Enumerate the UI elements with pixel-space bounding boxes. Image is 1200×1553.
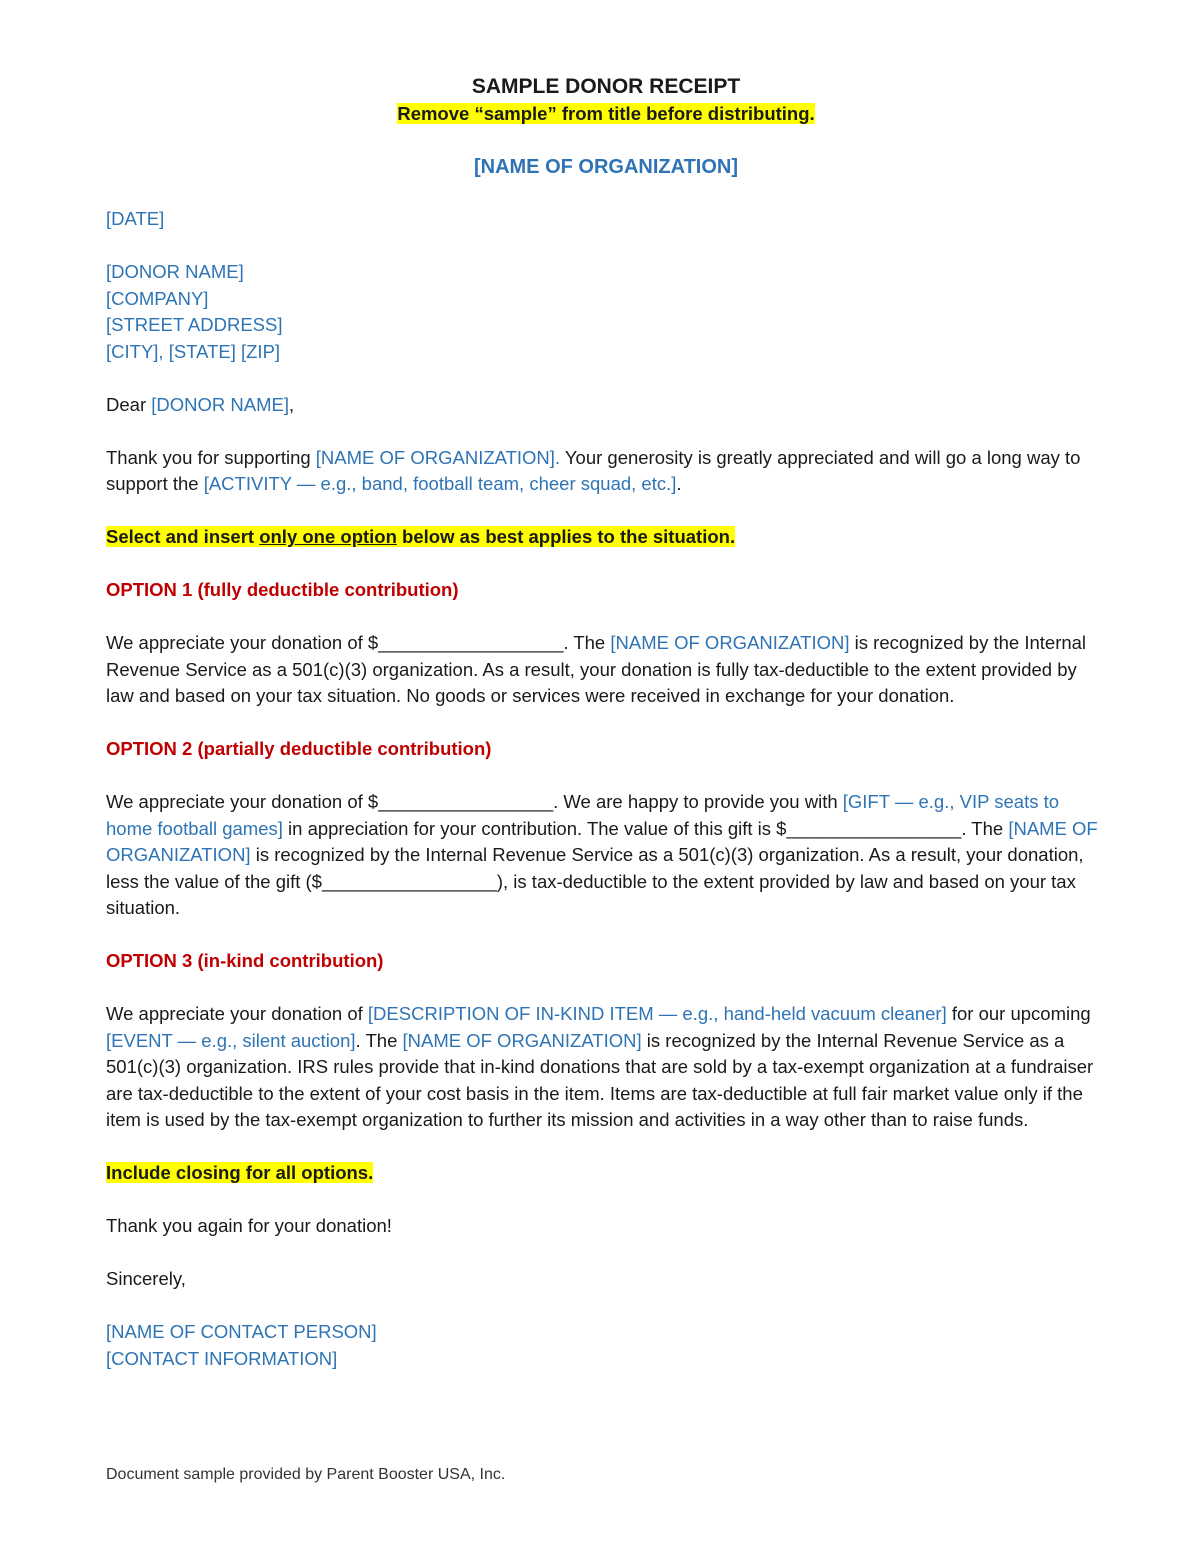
option2-text-1: We appreciate your donation of $_________________. We are happy to provide you with bbox=[106, 791, 843, 812]
footer-credit: Document sample provided by Parent Booster USA, Inc. bbox=[106, 1466, 506, 1483]
option1-text-1: We appreciate your donation of $__________________. The bbox=[106, 632, 611, 653]
salutation-suffix: , bbox=[288, 393, 295, 415]
contact-name-placeholder: [NAME OF CONTACT PERSON] bbox=[106, 1321, 377, 1342]
option1-org-placeholder: [NAME OF ORGANIZATION] bbox=[610, 632, 850, 653]
instruction-line bbox=[106, 524, 1106, 551]
street-placeholder: [STREET ADDRESS] bbox=[106, 314, 283, 335]
city-state-zip-placeholder: [CITY], [STATE] [ZIP] bbox=[106, 340, 281, 362]
sign-off: Sincerely, bbox=[106, 1268, 186, 1289]
option2-text-3: is recognized by the Internal Revenue Service as a 501(c)(3) organization. As a result, your donation, less the value of the gift ($_________________), is tax-deductible to the extent provided by law and based on your tax situation. bbox=[106, 844, 1084, 918]
title-note: Remove “sample” from title before distributing. bbox=[397, 103, 815, 124]
option2-paragraph bbox=[106, 789, 1106, 922]
salutation-name: [DONOR NAME] bbox=[151, 393, 289, 415]
intro-org-placeholder: [NAME OF ORGANIZATION]. bbox=[315, 446, 561, 468]
activity-placeholder: [ACTIVITY — e.g., band, football team, cheer squad, etc.] bbox=[203, 473, 677, 494]
gift-placeholder: [GIFT — e.g., VIP seats to home football games] bbox=[106, 791, 1060, 839]
closing-note-line bbox=[106, 1160, 1106, 1187]
instruction-underlined: only one option bbox=[259, 526, 397, 547]
contact-block bbox=[106, 1319, 1106, 1372]
instruction-pre: Select and insert bbox=[106, 526, 260, 547]
option2-org-placeholder: [NAME OF ORGANIZATION] bbox=[106, 817, 1098, 865]
salutation bbox=[106, 392, 1106, 419]
closing-thanks: Thank you again for your donation! bbox=[106, 1215, 392, 1236]
title-note-line bbox=[106, 101, 1106, 128]
date-placeholder: [DATE] bbox=[106, 208, 165, 229]
option3-text-3: . The bbox=[355, 1029, 403, 1051]
option2-heading: OPTION 2 (partially deductible contribution) bbox=[106, 738, 492, 759]
option3-paragraph bbox=[106, 1001, 1106, 1134]
company-placeholder: [COMPANY] bbox=[106, 287, 209, 309]
option3-heading: OPTION 3 (in-kind contribution) bbox=[106, 950, 384, 971]
option3-text-4: is recognized by the Internal Revenue Service as a 501(c)(3) organization. IRS rules provide that in-kind donations that are sold by a tax-exempt organization at a fundraiser are tax-deductible to the extent of your cost basis in the item. Items are tax-deductible at full fair market value only if the item is used by the tax-exempt organization to further its mission and activities in a way other than to raise funds. bbox=[106, 1029, 1094, 1130]
option1-paragraph bbox=[106, 630, 1106, 710]
donor-name-placeholder: [DONOR NAME] bbox=[106, 261, 244, 282]
instruction-post: below as best applies to the situation. bbox=[396, 526, 736, 547]
contact-info-placeholder: [CONTACT INFORMATION] bbox=[106, 1347, 338, 1369]
instruction-highlight bbox=[106, 526, 735, 547]
salutation-prefix: Dear bbox=[106, 393, 152, 415]
org-heading: [NAME OF ORGANIZATION] bbox=[473, 155, 739, 178]
event-placeholder: [EVENT — e.g., silent auction] bbox=[106, 1029, 356, 1051]
option1-heading: OPTION 1 (fully deductible contribution) bbox=[106, 579, 459, 600]
option2-text-2: in appreciation for your contribution. The value of this gift is $_________________. The bbox=[282, 817, 1009, 839]
inkind-item-placeholder: [DESCRIPTION OF IN-KIND ITEM — e.g., hand-held vacuum cleaner] bbox=[367, 1003, 947, 1024]
letter-body bbox=[106, 73, 1106, 1372]
option1-text-2: is recognized by the Internal Revenue Service as a 501(c)(3) organization. As a result, your donation is fully tax-deductible to the extent provided by law and based on your tax situation. No goods or services were received in exchange for your donation. bbox=[106, 632, 1087, 706]
option3-text-2: for our upcoming bbox=[946, 1003, 1091, 1024]
intro-text-3: . bbox=[676, 473, 682, 494]
option3-org-placeholder: [NAME OF ORGANIZATION] bbox=[402, 1029, 642, 1051]
page-title: SAMPLE DONOR RECEIPT bbox=[471, 75, 741, 98]
closing-note: Include closing for all options. bbox=[106, 1162, 374, 1183]
intro-text-1: Thank you for supporting bbox=[106, 446, 316, 468]
option3-text-1: We appreciate your donation of bbox=[106, 1003, 368, 1024]
address-block bbox=[106, 259, 1106, 365]
intro-paragraph bbox=[106, 445, 1106, 498]
intro-text-2: Your generosity is greatly appreciated and will go a long way to support the bbox=[106, 446, 1081, 494]
